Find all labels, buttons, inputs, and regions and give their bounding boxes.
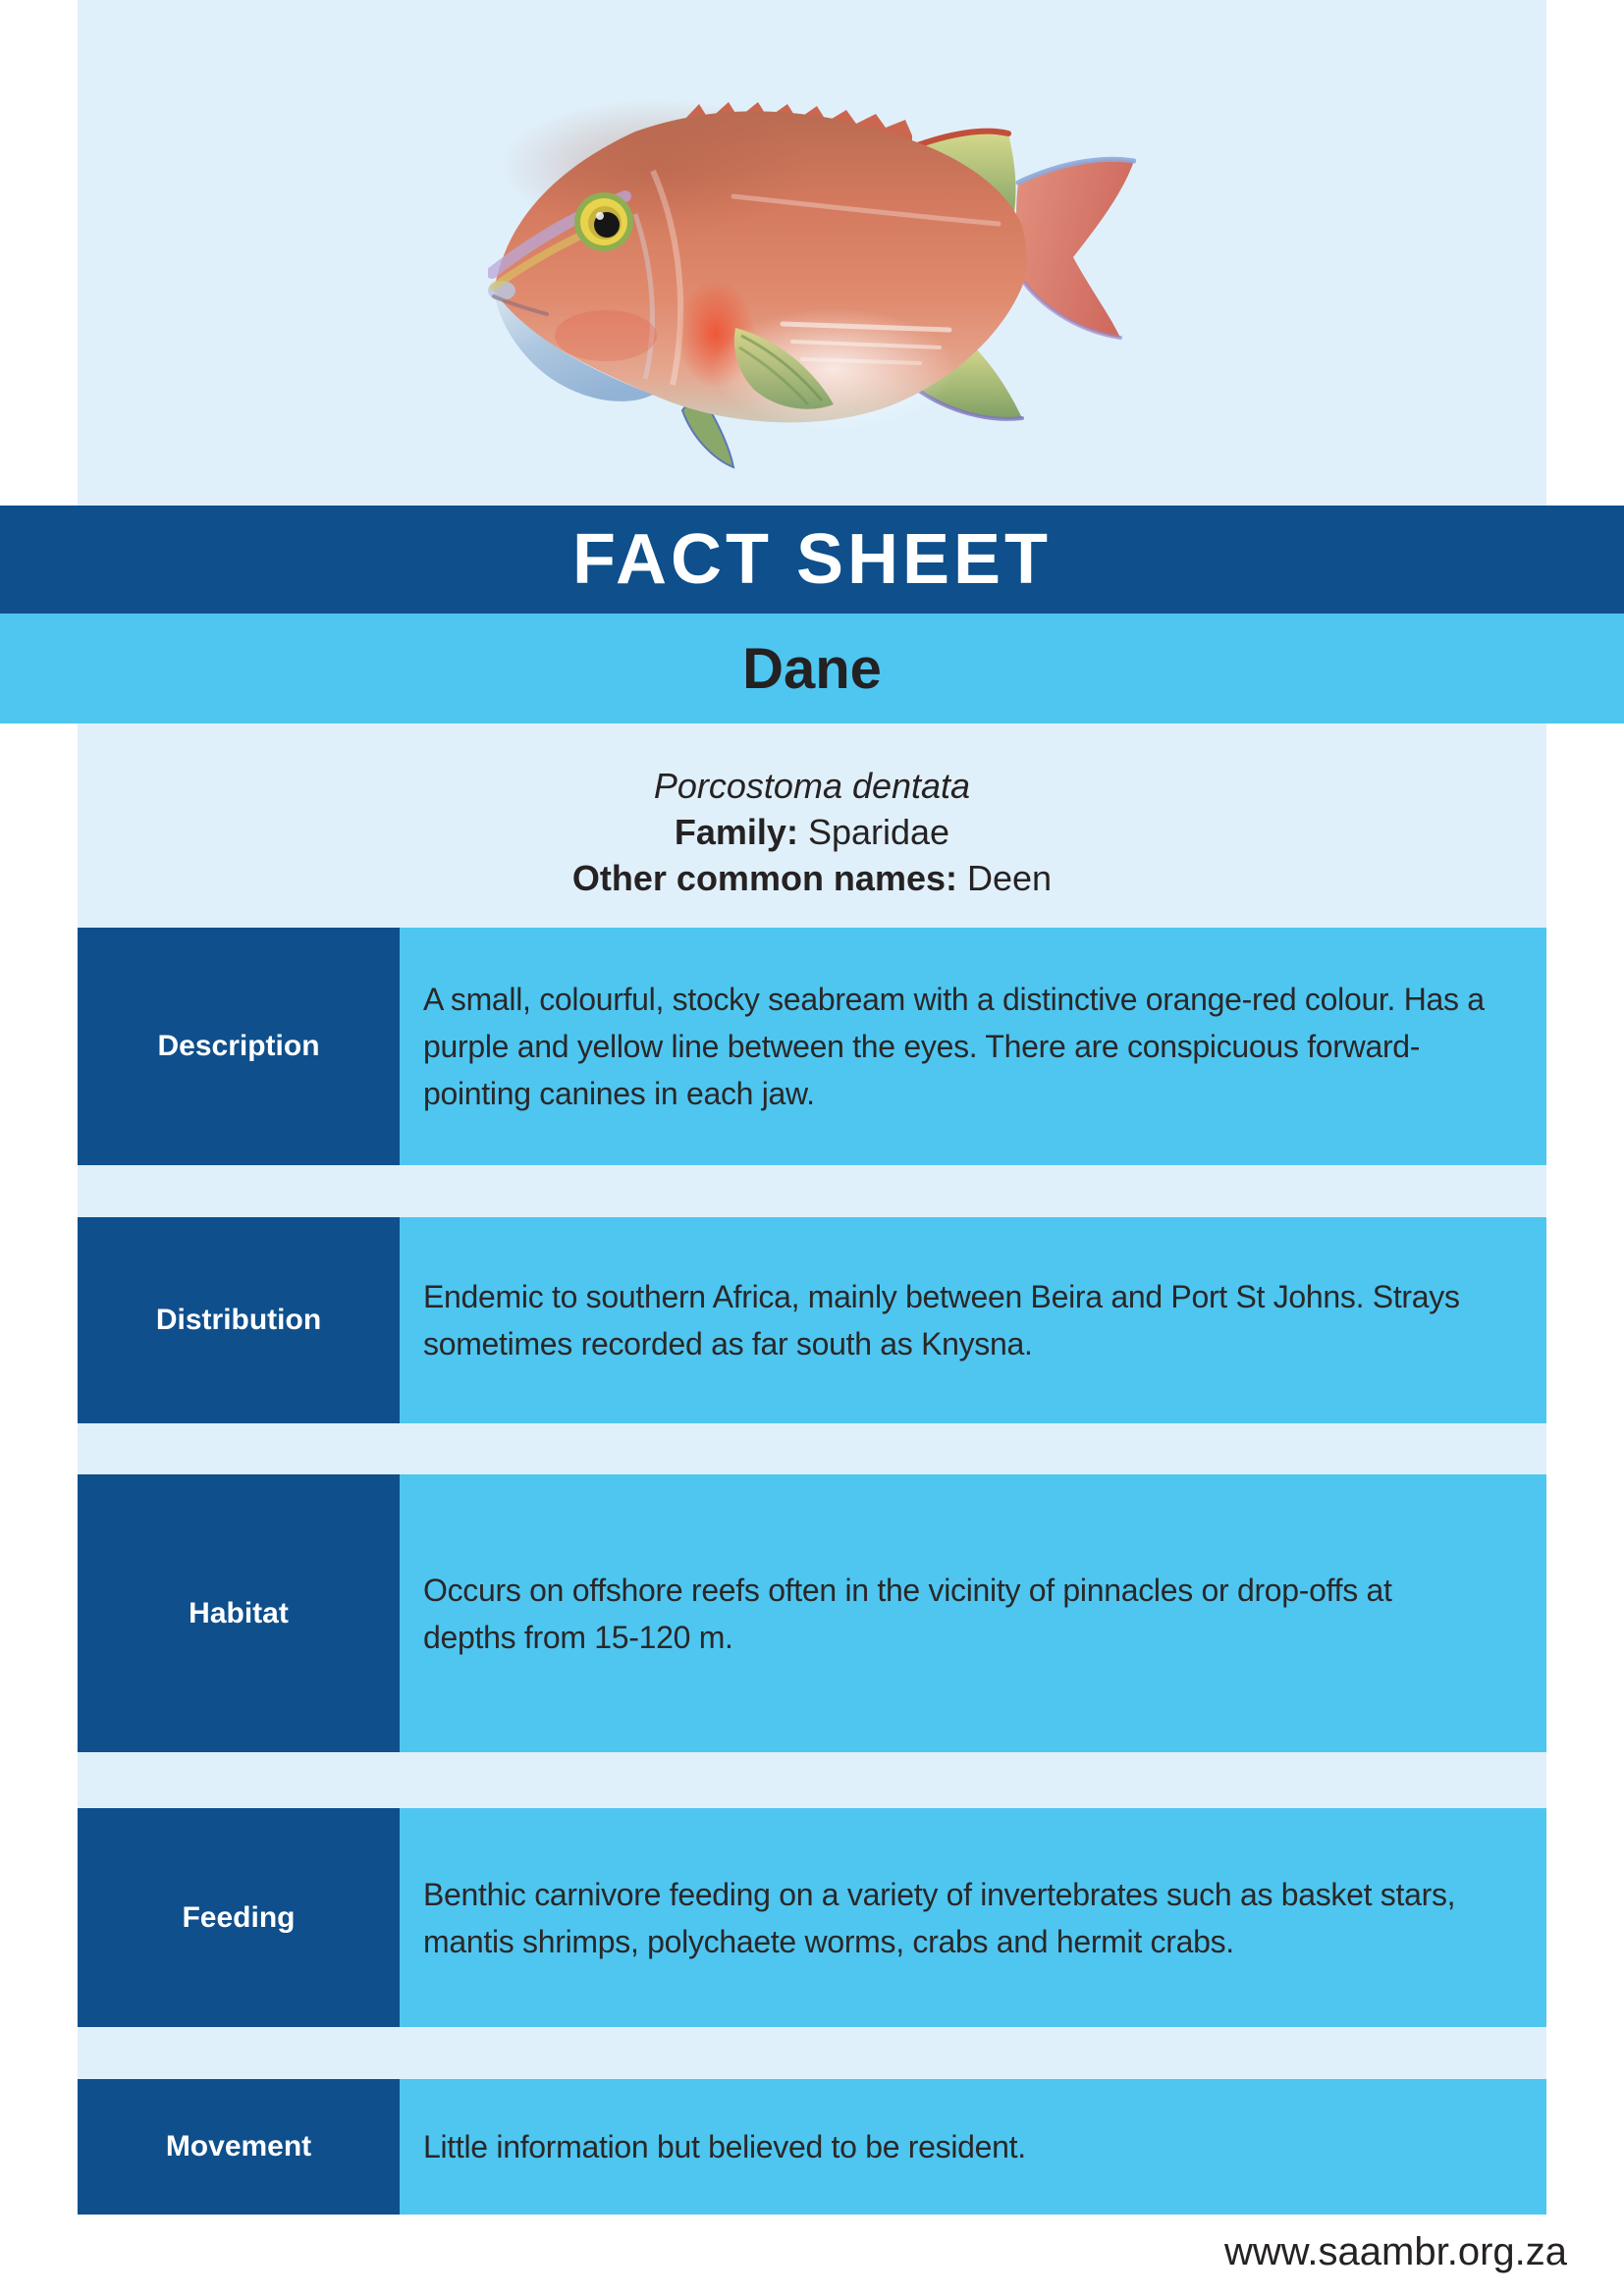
table-row-feeding bbox=[78, 1808, 1546, 2027]
family-value: Sparidae bbox=[807, 812, 950, 852]
family-line bbox=[78, 809, 1546, 855]
scientific-name: Porcostoma dentata bbox=[653, 766, 971, 806]
other-names-value: Deen bbox=[967, 858, 1053, 898]
row-value: Endemic to southern Africa, mainly between Beira and Port St Johns. Strays sometimes recorded as far south as Knysna. bbox=[400, 1217, 1546, 1423]
hero-section bbox=[0, 0, 1624, 506]
row-value: A small, colourful, stocky seabream with a distinctive orange-red colour. Has a purple and yellow line between the eyes. There are conspicuous forward-pointing canines in each jaw. bbox=[400, 928, 1546, 1165]
page-title: FACT SHEET bbox=[571, 520, 1053, 599]
table-row-distribution bbox=[78, 1217, 1546, 1423]
row-label: Movement bbox=[78, 2079, 400, 2215]
taxonomy-section bbox=[78, 723, 1546, 928]
row-label: Feeding bbox=[78, 1808, 400, 2027]
table-row-movement bbox=[78, 2079, 1546, 2215]
row-value: Occurs on offshore reefs often in the vicinity of pinnacles or drop-offs at depths from 15-120 m. bbox=[400, 1474, 1546, 1752]
table-row-description bbox=[78, 928, 1546, 1165]
other-names-line bbox=[78, 855, 1546, 901]
title-banner bbox=[0, 506, 1624, 614]
hero-panel bbox=[78, 0, 1546, 506]
row-value: Benthic carnivore feeding on a variety of invertebrates such as basket stars, mantis shrimps, polychaete worms, crabs and hermit crabs. bbox=[400, 1808, 1546, 2027]
facts-table bbox=[78, 928, 1546, 2215]
table-row-habitat bbox=[78, 1474, 1546, 1752]
footer bbox=[0, 2215, 1624, 2296]
row-label: Description bbox=[78, 928, 400, 1165]
row-value: Little information but believed to be resident. bbox=[400, 2079, 1546, 2215]
other-names-label: Other common names: bbox=[571, 858, 957, 898]
family-label: Family: bbox=[674, 812, 798, 852]
row-label: Habitat bbox=[78, 1474, 400, 1752]
species-common-name: Dane bbox=[742, 636, 882, 701]
species-banner bbox=[0, 614, 1624, 723]
row-label: Distribution bbox=[78, 1217, 400, 1423]
website-link[interactable]: www.saambr.org.za bbox=[1223, 2230, 1567, 2273]
dane-fish-image bbox=[488, 77, 1136, 469]
